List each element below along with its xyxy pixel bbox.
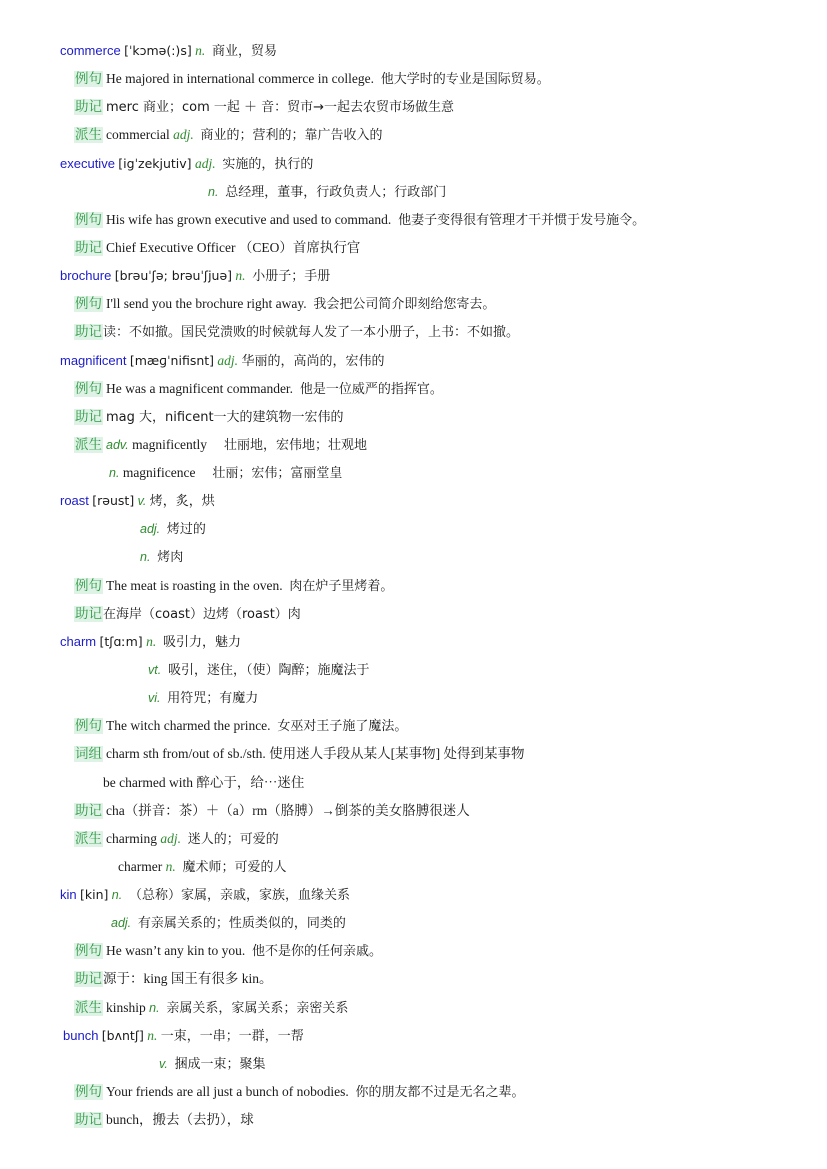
headword: roast bbox=[60, 493, 89, 508]
entry-kin-example bbox=[74, 942, 382, 960]
phrase-text: charm sth from/out of sb./sth. 使用迷人手段从某人[某事物] 处得到某事物 bbox=[106, 746, 525, 761]
example-cn: 他妻子变得很有管理才干并惯于发号施令。 bbox=[398, 213, 646, 228]
derivative-meaning: 壮丽地，宏伟地；壮观地 bbox=[223, 438, 367, 453]
mnemonic-text: 在海岸（coast）边烤（roast）肉 bbox=[103, 607, 301, 622]
example-tag: 例句 bbox=[75, 943, 102, 959]
part-of-speech: v. bbox=[137, 494, 147, 508]
part-of-speech: vt. bbox=[148, 663, 162, 677]
meaning: 烤过的 bbox=[166, 522, 206, 537]
example-tag: 例句 bbox=[75, 578, 102, 594]
derivative-meaning: 壮丽；宏伟；富丽堂皇 bbox=[212, 466, 343, 481]
example-cn: 女巫对王子施了魔法。 bbox=[277, 719, 408, 734]
entry-charm-derivative2 bbox=[118, 858, 286, 876]
part-of-speech: n. bbox=[111, 888, 123, 902]
entry-brochure-mnemonic bbox=[74, 323, 519, 341]
mnemonic-text: mag 大，nificent一大的建筑物一宏伟的 bbox=[106, 410, 344, 425]
entry-magnificent-example bbox=[74, 380, 443, 398]
entry-bunch-sense2 bbox=[159, 1055, 266, 1073]
entry-charm-header bbox=[60, 633, 241, 651]
derivative-pos: n. bbox=[109, 466, 120, 480]
example-cn: 他不是你的任何亲戚。 bbox=[251, 944, 382, 959]
meaning: 用符咒；有魔力 bbox=[167, 691, 259, 706]
mnemonic-text: 读：不如撤。国民党溃败的时候就每人发了一本小册子，上书：不如撤。 bbox=[103, 325, 520, 340]
entry-roast-sense3 bbox=[140, 548, 183, 566]
example-cn: 你的朋友都不过是无名之辈。 bbox=[355, 1085, 525, 1100]
mnemonic-tag: 助记 bbox=[75, 324, 102, 340]
headword: kin bbox=[60, 887, 77, 902]
example-en: He majored in international commerce in college. bbox=[106, 71, 375, 86]
example-en: The witch charmed the prince. bbox=[106, 718, 271, 733]
mnemonic-tag: 助记 bbox=[75, 971, 102, 987]
derivative-word: kinship bbox=[106, 1000, 146, 1015]
headword: charm bbox=[60, 634, 97, 649]
part-of-speech: adj. bbox=[194, 156, 216, 171]
derivative-meaning: 商业的；营利的；靠广告收入的 bbox=[200, 128, 383, 143]
entry-bunch-header bbox=[63, 1027, 304, 1045]
entry-magnificent-mnemonic bbox=[74, 408, 344, 426]
derivative-meaning: 魔术师；可爱的人 bbox=[182, 860, 287, 875]
example-en: He wasn’t any kin to you. bbox=[106, 943, 246, 958]
mnemonic-tag: 助记 bbox=[75, 409, 102, 425]
example-tag: 例句 bbox=[75, 381, 102, 397]
entry-charm-phrase bbox=[74, 745, 524, 763]
meaning: 吸引，迷住，（使）陶醉；施魔法于 bbox=[167, 663, 370, 678]
entry-bunch-example bbox=[74, 1083, 524, 1101]
derivative-tag: 派生 bbox=[75, 127, 102, 143]
example-tag: 例句 bbox=[75, 296, 102, 312]
mnemonic-tag: 助记 bbox=[75, 1112, 102, 1128]
part-of-speech: n. bbox=[195, 43, 206, 58]
headword: bunch bbox=[63, 1028, 99, 1043]
entry-executive-mnemonic bbox=[74, 239, 360, 257]
example-en: His wife has grown executive and used to command. bbox=[106, 212, 392, 227]
phonetic: [ˈkɔmə(:)s] bbox=[124, 43, 192, 58]
entry-commerce-mnemonic bbox=[74, 98, 454, 116]
derivative-word: commercial bbox=[106, 127, 170, 142]
entry-commerce-example bbox=[74, 70, 550, 88]
entry-kin-mnemonic bbox=[74, 970, 273, 988]
phonetic: [tʃɑːm] bbox=[99, 634, 143, 649]
meaning: 捆成一束；聚集 bbox=[174, 1057, 266, 1072]
mnemonic-text: cha（拼音：茶）＋（a）rm（胳膊）→倒茶的美女胳膊很迷人 bbox=[106, 803, 470, 818]
entry-kin-derivative bbox=[74, 999, 348, 1017]
meaning: 实施的，执行的 bbox=[222, 157, 314, 172]
meaning: 烤，炙，烘 bbox=[149, 494, 215, 509]
entry-charm-sense2 bbox=[148, 661, 369, 679]
derivative-meaning: 亲属关系，家属关系；亲密关系 bbox=[166, 1001, 349, 1016]
example-en: The meat is roasting in the oven. bbox=[106, 578, 283, 593]
example-cn: 肉在炉子里烤着。 bbox=[289, 579, 394, 594]
example-cn: 他大学时的专业是国际贸易。 bbox=[380, 72, 550, 87]
example-tag: 例句 bbox=[75, 71, 102, 87]
meaning: 烤肉 bbox=[157, 550, 184, 565]
entry-charm-example bbox=[74, 717, 407, 735]
phonetic: [brəuˈʃə; brəuˈʃjuə] bbox=[114, 268, 233, 283]
phonetic: [kin] bbox=[80, 887, 109, 902]
headword: brochure bbox=[60, 268, 112, 283]
entry-roast-example bbox=[74, 577, 393, 595]
headword: magnificent bbox=[60, 353, 127, 368]
derivative-pos: n. bbox=[165, 859, 176, 874]
derivative-tag: 派生 bbox=[75, 1000, 102, 1016]
phrase-tag: 词组 bbox=[75, 746, 102, 762]
entry-charm-phrase2 bbox=[103, 774, 304, 792]
entry-roast-header bbox=[60, 492, 215, 510]
derivative-word: magnificently bbox=[132, 437, 208, 452]
entry-roast-mnemonic bbox=[74, 605, 301, 623]
part-of-speech: v. bbox=[159, 1057, 168, 1071]
entry-executive-sense2 bbox=[208, 183, 446, 201]
phrase-text: be charmed with 醉心于，给⋯迷住 bbox=[103, 775, 305, 790]
mnemonic-tag: 助记 bbox=[75, 606, 102, 622]
entry-bunch-mnemonic bbox=[74, 1111, 254, 1129]
derivative-word: charming bbox=[106, 831, 157, 846]
derivative-word: magnificence bbox=[122, 465, 196, 480]
entry-executive-header bbox=[60, 155, 313, 173]
entry-magnificent-header bbox=[60, 352, 384, 370]
part-of-speech: n. bbox=[235, 268, 246, 283]
entry-roast-sense2 bbox=[140, 520, 206, 538]
entry-magnificent-derivative2 bbox=[109, 464, 342, 482]
part-of-speech: n. bbox=[140, 550, 151, 564]
example-en: He was a magnificent commander. bbox=[106, 381, 294, 396]
part-of-speech: adj. bbox=[217, 353, 239, 368]
mnemonic-text: merc 商业；com 一起 ＋ 音：贸市→一起去农贸市场做生意 bbox=[106, 100, 455, 115]
entry-charm-sense3 bbox=[148, 689, 258, 707]
meaning: 吸引力，魅力 bbox=[162, 635, 241, 650]
part-of-speech: n. bbox=[208, 185, 219, 199]
example-tag: 例句 bbox=[75, 718, 102, 734]
example-cn: 我会把公司简介即刻给您寄去。 bbox=[313, 297, 496, 312]
entry-kin-sense2 bbox=[111, 914, 346, 932]
entry-charm-derivative bbox=[74, 830, 279, 848]
example-tag: 例句 bbox=[75, 212, 102, 228]
meaning: 有亲属关系的；性质类似的，同类的 bbox=[137, 916, 346, 931]
phonetic: [rəust] bbox=[92, 493, 135, 508]
entry-kin-header bbox=[60, 886, 350, 904]
meaning: 华丽的，高尚的，宏伟的 bbox=[241, 354, 385, 369]
entry-magnificent-derivative bbox=[74, 436, 367, 454]
part-of-speech: n. bbox=[147, 1028, 158, 1043]
meaning: 总经理，董事，行政负责人；行政部门 bbox=[225, 185, 447, 200]
example-tag: 例句 bbox=[75, 1084, 102, 1100]
derivative-pos: adj. bbox=[173, 127, 194, 142]
headword: commerce bbox=[60, 43, 121, 58]
entry-executive-example bbox=[74, 211, 645, 229]
entry-brochure-example bbox=[74, 295, 495, 313]
phonetic: [bʌntʃ] bbox=[101, 1028, 144, 1043]
mnemonic-text: bunch，搬去（去扔），球 bbox=[106, 1112, 254, 1127]
entry-commerce-derivative bbox=[74, 126, 383, 144]
entry-charm-mnemonic bbox=[74, 802, 470, 820]
mnemonic-text: Chief Executive Officer （CEO）首席执行官 bbox=[106, 240, 361, 255]
example-cn: 他是一位威严的指挥官。 bbox=[299, 382, 443, 397]
derivative-pos: adv. bbox=[106, 438, 129, 452]
derivative-tag: 派生 bbox=[75, 831, 102, 847]
entry-commerce-header bbox=[60, 42, 277, 60]
phonetic: [igˈzekjutiv] bbox=[118, 156, 192, 171]
phonetic: [mæɡˈnifisnt] bbox=[129, 353, 215, 368]
derivative-pos: n. bbox=[149, 1001, 160, 1015]
mnemonic-tag: 助记 bbox=[75, 803, 102, 819]
headword: executive bbox=[60, 156, 115, 171]
mnemonic-text: 源于：king 国王有很多 kin。 bbox=[103, 971, 273, 986]
meaning: （总称）家属，亲戚，家族，血缘关系 bbox=[128, 888, 350, 903]
derivative-pos: adj. bbox=[160, 831, 181, 846]
part-of-speech: n. bbox=[146, 634, 157, 649]
part-of-speech: adj. bbox=[140, 522, 161, 536]
derivative-word: charmer bbox=[118, 859, 163, 874]
mnemonic-tag: 助记 bbox=[75, 240, 102, 256]
part-of-speech: vi. bbox=[148, 691, 161, 705]
example-en: I'll send you the brochure right away. bbox=[106, 296, 307, 311]
entry-brochure-header bbox=[60, 267, 330, 285]
part-of-speech: adj. bbox=[111, 916, 132, 930]
mnemonic-tag: 助记 bbox=[75, 99, 102, 115]
derivative-tag: 派生 bbox=[75, 437, 102, 453]
example-en: Your friends are all just a bunch of nobodies. bbox=[106, 1084, 349, 1099]
meaning: 商业，贸易 bbox=[211, 44, 277, 59]
meaning: 一束，一串；一群，一帮 bbox=[160, 1029, 304, 1044]
derivative-meaning: 迷人的；可爱的 bbox=[187, 832, 279, 847]
meaning: 小册子；手册 bbox=[252, 269, 331, 284]
